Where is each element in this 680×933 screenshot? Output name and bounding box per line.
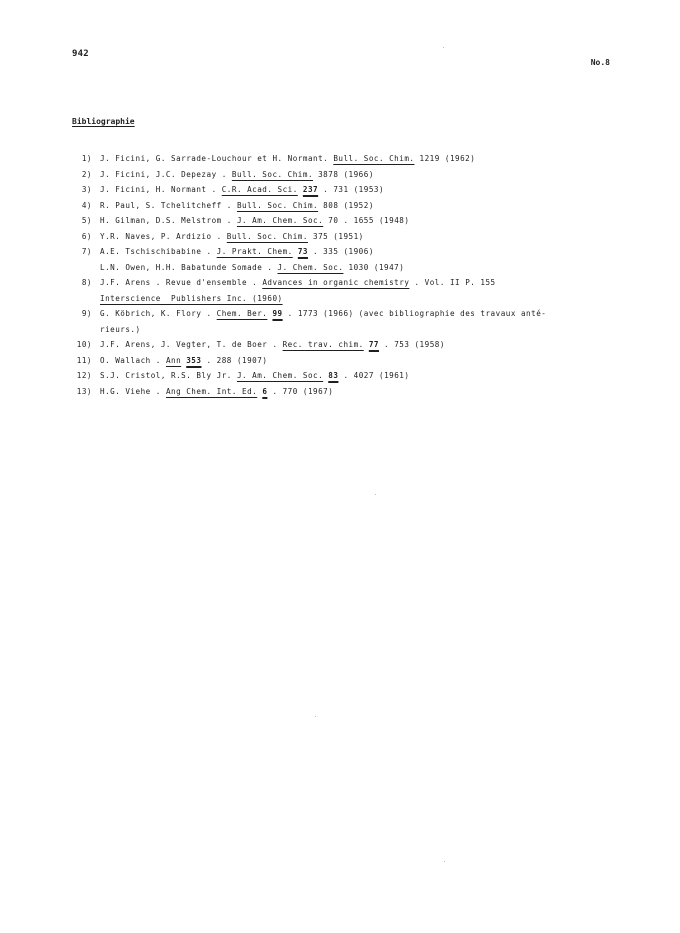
reference-text [92, 384, 333, 400]
citation-text: J. Ficini, G. Sarrade-Louchour et H. Normant. [100, 154, 334, 163]
citation-text: rieurs.) [100, 324, 141, 334]
citation-text: J.F. Arens, J. Vegter, T. de Boer . [100, 340, 283, 349]
reference-item [70, 198, 620, 214]
citation-text: L.N. Owen, H.H. Babatunde Somade . [100, 262, 278, 272]
journal-title: Ann [165, 355, 182, 365]
journal-title: Interscience Publishers Inc. (1960) [100, 293, 283, 303]
citation-text: S.J. Cristol, R.S. Bly Jr. [100, 371, 237, 380]
reference-item [70, 182, 620, 198]
citation-text: 70 . 1655 (1948) [323, 216, 410, 225]
reference-text [92, 260, 404, 276]
journal-title: J. Chem. Soc. [277, 262, 344, 272]
reference-text [92, 229, 364, 245]
reference-number: 1) [81, 154, 92, 163]
reference-text [92, 244, 374, 260]
journal-title: J. Am. Chem. Soc. [236, 371, 324, 380]
reference-number: 8) [81, 278, 92, 287]
reference-continuation [70, 291, 620, 307]
reference-text [92, 151, 475, 167]
reference-text [92, 275, 496, 291]
reference-number: 10) [76, 340, 92, 349]
reference-text [92, 291, 283, 307]
reference-item [70, 229, 620, 245]
citation-text: . 1773 (1966) (avec bibliographie des travaux anté- [282, 309, 547, 318]
scan-speck [443, 47, 444, 48]
scan-speck [375, 494, 376, 495]
reference-item [70, 337, 620, 353]
citation-text: . 288 (1907) [201, 355, 268, 365]
journal-title: Rec. trav. chim. [282, 340, 364, 349]
reference-item [70, 244, 620, 260]
reference-item [70, 151, 620, 167]
reference-item [70, 353, 620, 369]
citation-text: A.E. Tschischibabine . [100, 247, 217, 256]
journal-title: Bull. Soc. Chim. [236, 200, 319, 210]
journal-title: Bull. Soc. Chim. [231, 169, 314, 179]
reference-text [92, 213, 409, 229]
citation-text: H. Gilman, D.S. Melstrom . [100, 216, 237, 225]
scan-speck [444, 861, 445, 862]
reference-continuation [70, 322, 620, 338]
citation-text: 375 (1951) [307, 231, 364, 241]
citation-text: 1219 (1962) [414, 154, 476, 163]
reference-item [70, 275, 620, 291]
citation-text: 3878 (1966) [313, 169, 374, 179]
citation-text: R. Paul, S. Tchelitcheff . [100, 200, 237, 210]
volume-number: 237 [302, 185, 319, 194]
journal-title: J. Am. Chem. Soc. [236, 216, 324, 225]
volume-number: 83 [328, 371, 339, 380]
citation-text: . 335 (1906) [307, 247, 374, 256]
reference-number: 6) [81, 231, 92, 241]
citation-text: . 4027 (1961) [338, 371, 410, 380]
citation-text: O. Wallach . [100, 355, 166, 365]
reference-number: 5) [81, 216, 92, 225]
reference-number: 13) [76, 386, 92, 396]
citation-text: J. Ficini, J.C. Depezay . [100, 169, 232, 179]
citation-text: Y.R. Naves, P. Ardizio . [100, 231, 227, 241]
reference-text [92, 167, 374, 183]
citation-text: J.F. Arens . Revue d'ensemble . [100, 278, 263, 287]
volume-number: 99 [272, 309, 283, 318]
reference-number: 9) [81, 309, 92, 318]
reference-number: 3) [81, 185, 92, 194]
citation-text: . 770 (1967) [267, 386, 334, 396]
scan-speck [315, 716, 316, 717]
reference-item [70, 384, 620, 400]
reference-item [70, 368, 620, 384]
volume-number: 73 [297, 247, 308, 256]
journal-title: Bull. Soc. Chim. [333, 154, 415, 163]
reference-item [70, 167, 620, 183]
bibliography-list [70, 151, 620, 399]
journal-title: Bull. Soc. Chim. [226, 231, 308, 241]
volume-number: 353 [186, 355, 202, 365]
reference-text [92, 322, 141, 338]
citation-text: . 753 (1958) [378, 340, 445, 349]
section-title: Bibliographie [72, 117, 135, 126]
reference-item [70, 306, 620, 322]
reference-text [92, 306, 546, 322]
citation-text: . Vol. II P. 155 [409, 278, 496, 287]
reference-text [92, 337, 445, 353]
page-number: 942 [72, 49, 89, 59]
volume-number: 6 [262, 386, 268, 396]
citation-text: 808 (1952) [318, 200, 374, 210]
reference-text [92, 353, 267, 369]
reference-number: 12) [76, 371, 92, 380]
journal-title: J. Prakt. Chem. [216, 247, 293, 256]
reference-text [92, 198, 374, 214]
citation-text: H.G. Viehe . [100, 386, 166, 396]
volume-number: 77 [368, 340, 379, 349]
reference-text [92, 182, 384, 198]
journal-title: Chem. Ber. [216, 309, 268, 318]
journal-title: Ang Chem. Int. Ed. [165, 386, 258, 396]
reference-number: 7) [81, 247, 92, 256]
journal-title: C.R. Acad. Sci. [221, 185, 298, 194]
reference-continuation [70, 260, 620, 276]
citation-text: 1030 (1947) [343, 262, 405, 272]
journal-title: Advances in organic chemistry [262, 278, 410, 287]
citation-text: . 731 (1953) [318, 185, 385, 194]
reference-number: 4) [81, 200, 92, 210]
reference-text [92, 368, 409, 384]
reference-number: 2) [81, 169, 92, 179]
reference-number: 11) [76, 355, 92, 365]
reference-item [70, 213, 620, 229]
issue-number: No.8 [590, 58, 610, 67]
citation-text: G. Köbrich, K. Flory . [100, 309, 217, 318]
citation-text: J. Ficini, H. Normant . [100, 185, 222, 194]
